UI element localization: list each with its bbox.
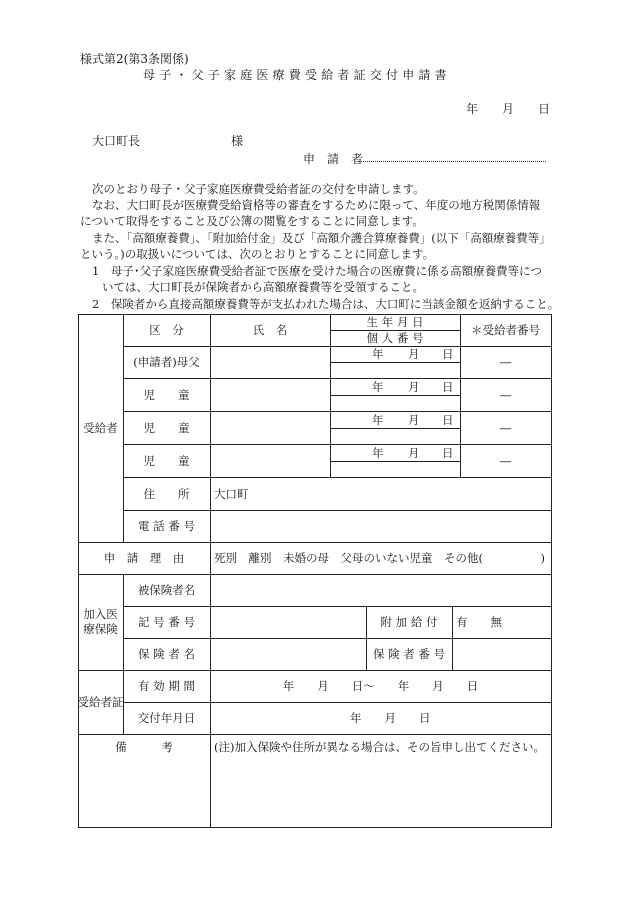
birth-month: 月	[408, 347, 420, 361]
row-applicant-label: (申請者)母父	[133, 355, 200, 369]
paragraph-2: なお、大口町長が医療費受給資格等の審査をするために限って、年度の地方税関係情報	[92, 198, 541, 212]
addressee: 大口町長	[92, 134, 141, 148]
insurer-number-field[interactable]	[452, 638, 551, 670]
row-applicant-personal-no[interactable]	[330, 362, 460, 378]
paragraph-1: 次のとおり母子・父子家庭医療費受給者証の交付を申請します。	[92, 182, 425, 196]
consent-item-1-cont: いては、大口町長が保険者から高額療養費等を受領すること。	[102, 280, 424, 294]
symbol-number-field[interactable]	[210, 606, 366, 638]
consent-item-1: 1 母子･父子家庭医療費受給者証で医療を受けた場合の医療費に係る高額療養費等につ	[92, 264, 542, 278]
remarks-label: 備 考	[115, 740, 173, 754]
recipient-group-label: 受給者	[83, 421, 118, 435]
row-child-3-personal-no[interactable]	[330, 461, 460, 477]
row-child-2-personal-no[interactable]	[330, 428, 460, 444]
col-personal-number: 個 人 番 号	[366, 331, 424, 345]
insurer-name-field[interactable]	[210, 638, 366, 670]
consent-item-2: 2 保険者から直接高額療養費等が支払われた場合は、大口町に当該金額を返納すること。	[92, 297, 560, 311]
row-child-2-recipient-no: ―	[499, 420, 512, 435]
issue-date-label: 交付年月日	[137, 711, 196, 725]
applicant-signature-line[interactable]	[358, 160, 546, 162]
row-child-2-birth[interactable]	[330, 411, 460, 428]
col-category: 区 分	[149, 323, 184, 337]
application-table	[78, 314, 552, 828]
birth-month: 月	[408, 412, 420, 427]
row-child-1-name[interactable]	[210, 378, 330, 411]
row-child-2-label: 児 童	[143, 420, 190, 435]
row-child-1-personal-no[interactable]	[330, 395, 460, 411]
address-label: 住 所	[143, 486, 190, 501]
insured-name-field[interactable]	[210, 574, 551, 606]
issue-date-field[interactable]: 年 月 日	[350, 711, 431, 725]
phone-field[interactable]	[210, 510, 551, 542]
reason-options[interactable]: 死別 離別 未婚の母 父母のいない児童 その他( )	[214, 551, 545, 565]
birth-day: 日	[442, 412, 454, 427]
phone-label: 電 話 番 号	[138, 519, 195, 533]
row-child-3-label: 児 童	[143, 453, 190, 468]
additional-benefit-label: 附 加 給 付	[380, 615, 438, 629]
birth-day: 日	[442, 347, 454, 361]
insurer-name-label: 保 険 者 名	[138, 647, 195, 661]
validity-field[interactable]: 年 月 日～ 年 月 日	[282, 679, 479, 693]
row-applicant-name[interactable]	[210, 346, 330, 378]
form-number: 様式第2(第3条関係)	[80, 52, 189, 66]
birth-month: 月	[408, 379, 420, 394]
symbol-number-label: 記 号 番 号	[138, 615, 195, 629]
insured-name-label: 被保険者名	[137, 583, 196, 597]
applicant-label: 申 請 者	[303, 152, 364, 166]
validity-label: 有 効 期 間	[138, 679, 195, 693]
row-child-2-name[interactable]	[210, 411, 330, 444]
paragraph-3: について取得をすること及び公簿の閲覧をすることに同意します。	[80, 214, 424, 228]
row-child-3-birth[interactable]	[330, 444, 460, 461]
paragraph-4: また、「高額療養費」、「附加給付金」及び「高額介護合算療養費」(以下「高額療養費等」	[92, 231, 551, 245]
remarks-note: (注)加入保険や住所が異なる場合は、その旨申し出てください。	[214, 740, 545, 754]
date-year: 年	[466, 102, 479, 116]
col-birthdate: 生 年 月 日	[366, 315, 424, 329]
row-child-1-birth[interactable]	[330, 378, 460, 395]
row-applicant-birth[interactable]	[330, 346, 460, 362]
birth-year: 年	[372, 379, 384, 394]
birth-year: 年	[372, 412, 384, 427]
certificate-group-label: 受給者証	[77, 695, 124, 709]
paragraph-5: という。)の取扱いについては、次のとおりとすることに同意します。	[80, 247, 435, 261]
address-field[interactable]: 大口町	[214, 486, 249, 501]
additional-benefit-options[interactable]: 有 無	[456, 615, 502, 629]
date-month: 月	[502, 102, 515, 116]
col-recipient-number: ＊受給者番号	[471, 323, 540, 337]
insurer-number-label: 保 険 者 番 号	[372, 647, 446, 661]
row-child-3-name[interactable]	[210, 444, 330, 477]
row-child-3-recipient-no: ―	[499, 453, 512, 468]
birth-day: 日	[442, 379, 454, 394]
birth-day: 日	[442, 445, 454, 460]
row-applicant-recipient-no: ―	[499, 355, 512, 369]
insurance-group-label: 加入医療保険	[83, 607, 118, 636]
reason-label: 申 請 理 由	[103, 551, 185, 565]
birth-year: 年	[372, 347, 384, 361]
row-child-1-label: 児 童	[143, 387, 190, 402]
row-child-1-recipient-no: ―	[499, 387, 512, 402]
remarks-field[interactable]	[210, 760, 551, 827]
honorific: 様	[231, 134, 244, 148]
birth-year: 年	[372, 445, 384, 460]
col-name: 氏 名	[252, 323, 288, 337]
date-day: 日	[538, 102, 551, 116]
birth-month: 月	[408, 445, 420, 460]
form-title: 母子・父子家庭医療費受給者証交付申請書	[143, 68, 451, 82]
